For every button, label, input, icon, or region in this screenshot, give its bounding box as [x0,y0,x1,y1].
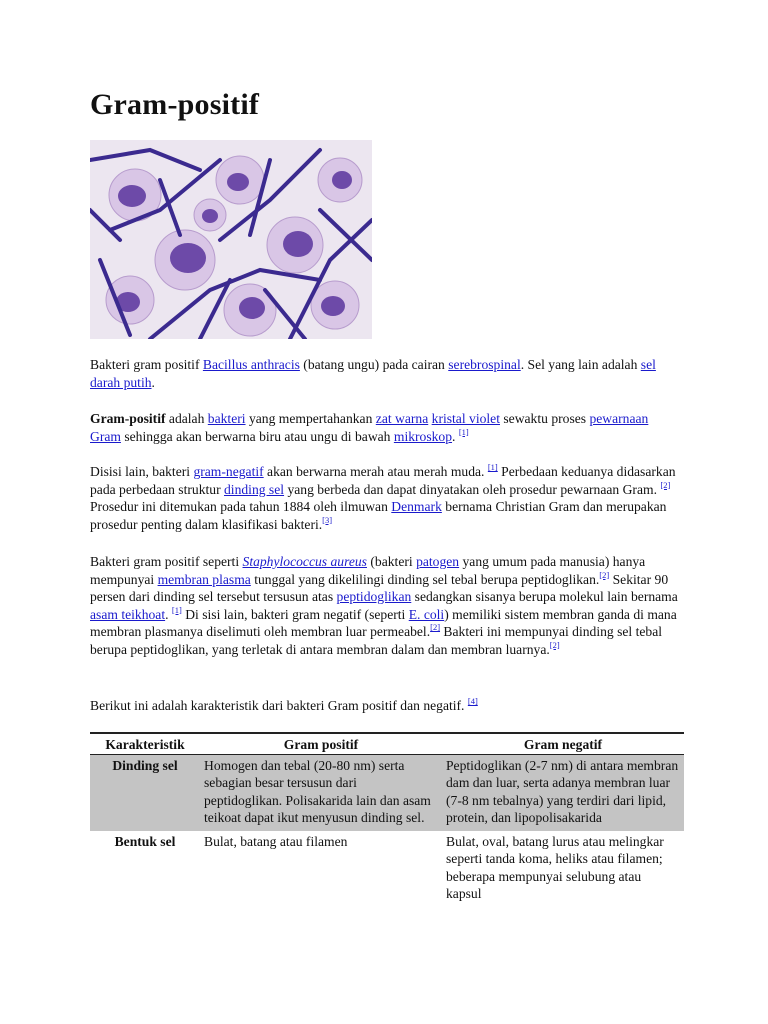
table-cell: Bulat, batang atau filamen [204,833,348,849]
link-denmark[interactable]: Denmark [391,499,442,514]
text: . [151,374,155,390]
link-e-coli[interactable]: E. coli [408,606,445,622]
link-gram-negatif[interactable]: gram-negatif [193,464,264,479]
citation-link[interactable]: [2] [430,622,441,632]
link-membran-plasma[interactable]: membran plasma [157,571,251,587]
text: bernama Christian Gram dan merupakan prosedur penting dalam klasifikasi bakteri. [90,499,667,532]
paragraph-struktur [90,553,680,658]
paragraph-table-intro [90,697,680,715]
text: Disisi lain, bakteri [90,464,194,479]
link-bacillus-anthracis[interactable]: Bacillus anthracis [202,357,300,372]
link-bakteri[interactable]: bakteri [207,411,246,426]
term-gram-positif: Gram-positif [90,411,166,426]
text: . [452,428,459,444]
citation-link[interactable]: [1] [487,462,498,472]
text: yang berbeda dan dapat dinyatakan oleh prosedur pewarnaan Gram. [284,481,661,497]
link-patogen[interactable]: patogen [416,554,460,569]
table-row [90,754,684,831]
text: Bakteri gram positif [90,357,203,372]
link-pewarnaan-gram[interactable]: pewarnaan Gram [90,411,649,444]
text: Bakteri gram positif seperti [90,554,243,569]
paragraph-intro [90,410,680,445]
text: Sekitar 90 persen dari dinding sel tersebut tersusun atas [90,571,669,604]
link-dinding-sel[interactable]: dinding sel [224,481,285,497]
citation-link[interactable]: [1] [171,604,182,615]
micrograph-image [90,140,372,339]
table-cell: Peptidoglikan (2-7 nm) di antara membran dam dan luar, serta adanya membran luar (7-8 nm tebalnya) yang terdiri dari lipid, protein, dan lipopolisakarida [442,754,684,831]
citation-link[interactable]: [4] [467,696,478,706]
paragraph-gram-negatif [90,463,680,533]
link-serebrospinal[interactable]: serebrospinal [448,357,521,372]
citation-link[interactable]: [1] [458,426,469,437]
text: . [165,606,172,622]
text: Perbedaan keduanya didasarkan pada perbedaan struktur [90,464,676,497]
link-asam-teikhoat[interactable]: asam teikhoat [90,606,166,622]
text: yang mempertahankan [245,411,376,426]
text: . Sel yang lain adalah [520,357,641,372]
text: Di sisi lain, bakteri gram negatif (seperti [181,606,409,622]
text: sehingga akan berwarna biru atau ungu di bawah [120,428,394,444]
link-sel-darah-putih[interactable]: sel darah putih [90,357,656,390]
column-header: Karakteristik [90,733,200,754]
link-peptidoglikan[interactable]: peptidoglikan [336,589,412,604]
text: Berikut ini adalah karakteristik dari bakteri Gram positif dan negatif. [90,698,468,713]
table-cell: Homogen dan tebal (20-80 nm) serta sebagian besar tersusun dari peptidoglikan. Polisakarida lain dan asam teikoat dapat ikut menyusun dinding sel. [200,754,442,831]
table-row [90,831,684,907]
text: adalah [165,411,208,426]
text: sewaktu proses [499,411,590,426]
citation-link[interactable]: [2] [549,639,560,650]
text: Bakteri ini mempunyai dinding sel tebal berupa peptidoglikan, yang terletak di antara membran dalam dan membran luarnya. [90,624,663,657]
image-caption [90,356,680,391]
table-cell: Bulat, oval, batang lurus atau melingkar seperti tanda koma, heliks atau filamen; beberapa mempunyai selubung atau kapsul [446,833,664,901]
citation-link[interactable]: [2] [599,569,610,580]
row-header: Bentuk sel [114,833,176,849]
page-title: Gram-positif [90,88,260,121]
link-text: Staphylococcus aureus [242,554,367,569]
link-mikroskop[interactable]: mikroskop [393,428,453,444]
link-kristal-violet[interactable]: kristal violet [431,411,500,426]
text: Prosedur ini ditemukan pada tahun 1884 oleh ilmuwan [90,499,392,514]
comparison-table [90,732,684,907]
text: yang umum pada manusia) hanya mempunyai [90,554,646,587]
row-header: Dinding sel [90,754,200,831]
table-header-row [90,733,684,754]
text: ) memiliki sistem membran ganda di mana membran plasmanya diselimuti oleh membran luar permeabel. [90,606,677,639]
citation-link[interactable]: [3] [322,514,333,525]
text: (batang ungu) pada cairan [299,357,449,372]
text: akan berwarna merah atau merah muda. [263,464,488,479]
citation-link[interactable]: [2] [660,479,671,490]
text: sedangkan sisanya berupa molekul lain bernama [411,589,678,604]
link-zat-warna[interactable]: zat warna [375,411,429,426]
text: tunggal yang dikelilingi dinding sel tebal berupa peptidoglikan. [250,571,600,587]
column-header: Gram negatif [442,733,684,754]
text: (bakteri [366,554,417,569]
column-header: Gram positif [200,733,442,754]
link-staphylococcus-aureus[interactable] [243,554,367,569]
